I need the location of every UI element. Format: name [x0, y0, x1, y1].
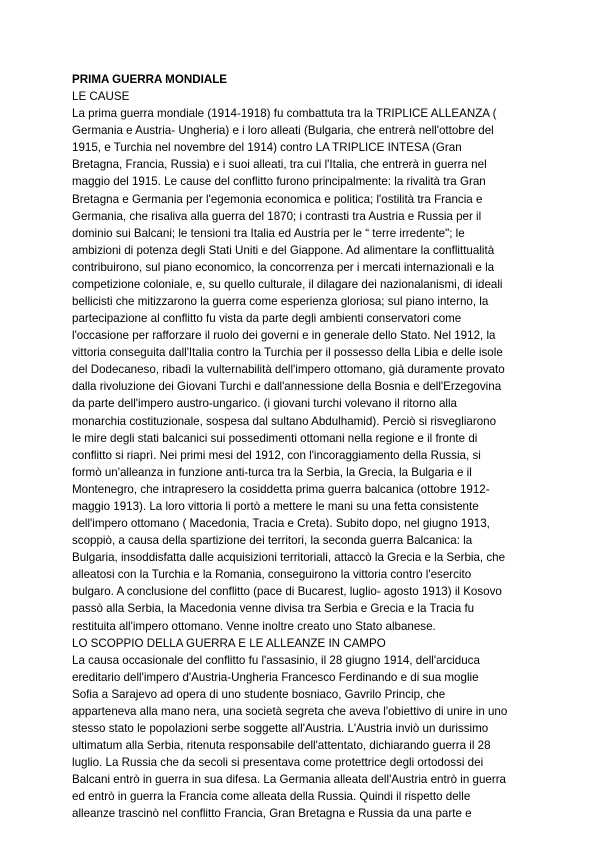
text-line: stesso stato le popolazioni serbe soggette all'Austria. L'Austria inviò un durissimo — [72, 721, 489, 735]
text-line: restituita all'impero ottomano. Venne inoltre creato uno Stato albanese. — [72, 619, 436, 633]
text-line: le mire degli stati balcanici sui possedimenti ottomani nella regione e il fronte di — [72, 431, 478, 445]
text-line: Germania, che risaliva alla guerra del 1870; i contrasti tra Austria e Russia per il — [72, 209, 482, 223]
text-line: La prima guerra mondiale (1914-1918) fu combattuta tra la TRIPLICE ALLEANZA ( — [72, 107, 497, 121]
text-line: maggio 1913). La loro vittoria li portò a mettere le mani su una fetta consistente — [72, 499, 479, 513]
text-line: dell'impero ottomano ( Macedonia, Tracia e Creta). Subito dopo, nel giugno 1913, — [72, 517, 490, 531]
document-title: PRIMA GUERRA MONDIALE — [72, 73, 228, 86]
text-line: Bretagna e Germania per l'egemonia economica e politica; l'ostilità tra Francia e — [72, 192, 483, 206]
text-line: alleatosi con la Turchia e la Romania, conseguirono la vittoria contro l'esercito — [72, 568, 472, 582]
text-line: vittoria conseguita dall'Italia contro la Turchia per il possesso della Libia e delle isole — [72, 346, 503, 360]
document-text — [72, 88, 532, 822]
text-line: contribuirono, sul piano economico, la concorrenza per i mercati internazionali e la — [72, 260, 495, 274]
text-line: ed entrò in guerra la Francia come alleata della Russia. Quindi il rispetto delle — [72, 790, 471, 804]
text-line: formò un'alleanza in funzione anti-turca tra la Serbia, la Grecia, la Bulgaria e il — [72, 465, 472, 479]
text-line: alleanze trascinò nel conflitto Francia, Gran Bretagna e Russia da una parte e — [72, 807, 472, 821]
text-line: Montenegro, che intrapresero la cosiddetta prima guerra balcanica (ottobre 1912- — [72, 482, 490, 496]
section-heading: LO SCOPPIO DELLA GUERRA E LE ALLEANZE IN CAMPO — [72, 636, 386, 650]
text-line: dalla rivoluzione dei Giovani Turchi e dall'annessione della Bosnia e dell'Erzegovina — [72, 380, 502, 394]
text-line: competizione coloniale, e, su quello culturale, il dilagare dei nazionalanismi, di ideali — [72, 277, 503, 291]
text-line: conflitto si riaprì. Nei primi mesi del 1912, con l'incoraggiamento della Russia, si — [72, 448, 481, 462]
text-line: del Dodecaneso, ribadì la vulternabilità dell'impero ottomano, già duramente provato — [72, 363, 505, 377]
text-line: Germania e Austria- Ungheria) e i loro alleati (Bulgaria, che entrerà nell'ottobre del — [72, 124, 494, 138]
text-line: bellicisti che mitizzarono la guerra come esperienza gloriosa; sul piano interno, la — [72, 295, 489, 309]
text-line: Sofia a Sarajevo ad opera di uno studente bosniaco, Gavrilo Princip, che — [72, 687, 446, 701]
text-line: Bulgaria, insoddisfatta dalle acquisizioni territoriali, attaccò la Grecia e la Serbia, che — [72, 551, 506, 565]
text-line: da parte dell'impero austro-ungarico. (i giovani turchi volevano il ritorno alla — [72, 397, 458, 411]
text-line: La causa occasionale del conflitto fu l'assasinio, il 28 giugno 1914, dell'arciduca — [72, 653, 480, 667]
text-line: ultimatum alla Serbia, ritenuta responsabile dell'attentato, dichiarando guerra il 28 — [72, 739, 491, 753]
document-body — [72, 71, 532, 822]
text-line: monarchia costituzionale, sospesa dal sultano Abdulhamid). Perciò si risvegliarono — [72, 414, 497, 428]
text-line: dominio sui Balcani; le tensioni tra Italia ed Austria per le “ terre irredente"; le — [72, 226, 465, 240]
text-line: Bretagna, Francia, Russia) e i suoi alleati, tra cui l'Italia, che entrerà in guerra nel — [72, 158, 487, 172]
text-line: passò alla Serbia, la Macedonia venne divisa tra Serbia e Grecia e la Tracia fu — [72, 602, 475, 616]
text-line: luglio. La Russia che da secoli si presentava come protettrice degli ortodossi dei — [72, 756, 484, 770]
text-line: 1915, e Turchia nel novembre del 1914) contro LA TRIPLICE INTESA (Gran — [72, 141, 462, 155]
section-heading: LE CAUSE — [72, 90, 130, 104]
text-line: ambizioni di potenza degli Stati Uniti e del Giappone. Ad alimentare la conflittualità — [72, 243, 495, 257]
text-line: maggio del 1915. Le cause del conflitto furono principalmente: la rivalità tra Gran — [72, 175, 486, 189]
text-line: Balcani entrò in guerra in sua difesa. La Germania alleata dell'Austria entrò in guerra — [72, 773, 507, 787]
text-line: partecipazione al conflitto fu vista da parte degli ambienti conservatori come — [72, 312, 462, 326]
text-line: ereditario dell'impero d'Austria-Ungheria Francesco Ferdinando e di sua moglie — [72, 670, 479, 684]
text-line: apparteneva alla mano nera, una società segreta che aveva l'obiettivo di unire in uno — [72, 704, 508, 718]
text-line: bulgaro. A conclusione del conflitto (pace di Bucarest, luglio- agosto 1913) il Kosovo — [72, 585, 502, 599]
text-line: scoppiò, a causa della spartizione dei territori, la seconda guerra Balcanica: la — [72, 534, 473, 548]
text-line: l'occasione per rafforzare il ruolo dei governi e in generale dello Stato. Nel 1912, la — [72, 329, 496, 343]
